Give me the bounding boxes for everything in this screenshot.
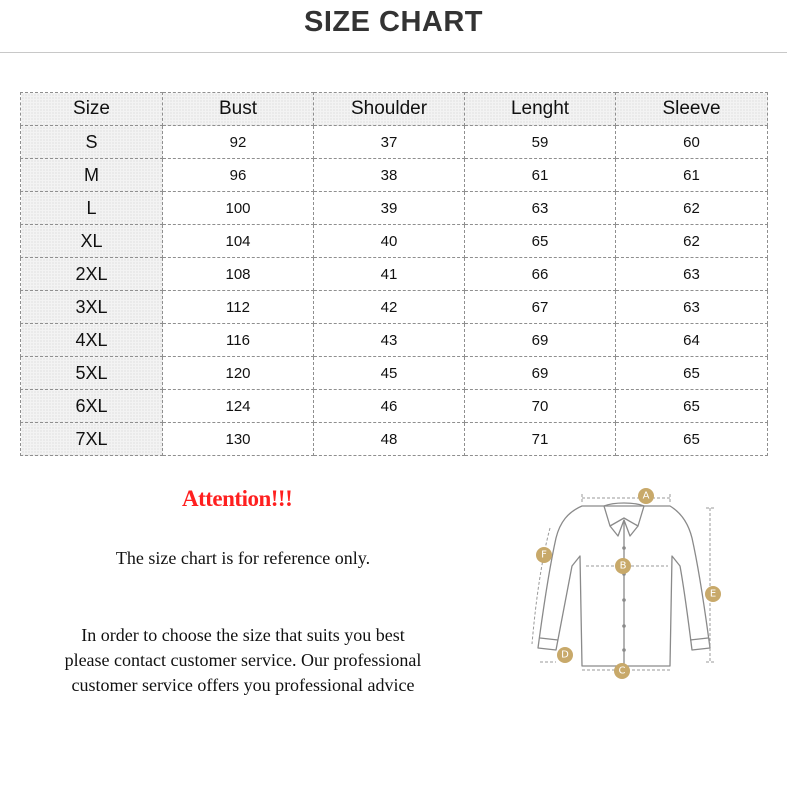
- column-header-sleeve: Sleeve: [616, 93, 768, 126]
- shoulder-cell: 45: [314, 357, 465, 390]
- sleeve-cell: 64: [616, 324, 768, 357]
- size-cell: 5XL: [21, 357, 163, 390]
- svg-text:C: C: [618, 665, 626, 677]
- table-row: [21, 390, 768, 423]
- size-cell: S: [21, 126, 163, 159]
- measure-badge-b: [615, 558, 631, 574]
- size-cell: M: [21, 159, 163, 192]
- measure-badge-d: [557, 647, 573, 663]
- table-row: [21, 291, 768, 324]
- sleeve-cell: 65: [616, 357, 768, 390]
- page-title: SIZE CHART: [304, 6, 483, 38]
- advice-text: [0, 623, 486, 698]
- advice-line: customer service offers you professional advice: [71, 675, 415, 695]
- svg-text:A: A: [642, 490, 650, 502]
- bust-cell: 100: [163, 192, 314, 225]
- advice-line: In order to choose the size that suits you best: [81, 625, 405, 645]
- table-row: [21, 159, 768, 192]
- column-header-length: Lenght: [465, 93, 616, 126]
- column-header-bust: Bust: [163, 93, 314, 126]
- measure-badge-c: [614, 663, 630, 679]
- bust-cell: 92: [163, 126, 314, 159]
- bust-cell: 112: [163, 291, 314, 324]
- shoulder-cell: 38: [314, 159, 465, 192]
- sleeve-cell: 63: [616, 258, 768, 291]
- size-cell: 3XL: [21, 291, 163, 324]
- measure-badge-e: [705, 586, 721, 602]
- shoulder-cell: 41: [314, 258, 465, 291]
- length-cell: 61: [465, 159, 616, 192]
- bust-cell: 96: [163, 159, 314, 192]
- svg-text:E: E: [709, 588, 717, 600]
- shoulder-cell: 43: [314, 324, 465, 357]
- shoulder-cell: 48: [314, 423, 465, 456]
- size-cell: 6XL: [21, 390, 163, 423]
- size-cell: L: [21, 192, 163, 225]
- size-cell: XL: [21, 225, 163, 258]
- title-divider: [0, 52, 787, 53]
- sleeve-cell: 60: [616, 126, 768, 159]
- shoulder-cell: 37: [314, 126, 465, 159]
- size-table: [20, 92, 768, 456]
- bust-cell: 108: [163, 258, 314, 291]
- table-row: [21, 357, 768, 390]
- size-cell: 2XL: [21, 258, 163, 291]
- shoulder-cell: 42: [314, 291, 465, 324]
- bust-cell: 104: [163, 225, 314, 258]
- shirt-measurement-diagram: [520, 478, 760, 688]
- sleeve-cell: 65: [616, 423, 768, 456]
- sleeve-cell: 62: [616, 225, 768, 258]
- measure-badge-f: [536, 547, 552, 563]
- sleeve-cell: 61: [616, 159, 768, 192]
- bust-cell: 124: [163, 390, 314, 423]
- column-header-shoulder: Shoulder: [314, 93, 465, 126]
- length-cell: 70: [465, 390, 616, 423]
- measure-badge-a: [638, 488, 654, 504]
- sleeve-cell: 62: [616, 192, 768, 225]
- shoulder-cell: 46: [314, 390, 465, 423]
- table-row: [21, 324, 768, 357]
- table-row: [21, 225, 768, 258]
- advice-line: please contact customer service. Our professional: [64, 650, 422, 670]
- length-cell: 69: [465, 357, 616, 390]
- length-cell: 63: [465, 192, 616, 225]
- reference-note: The size chart is for reference only.: [115, 548, 371, 568]
- measurement-lines: [532, 494, 717, 670]
- bust-cell: 120: [163, 357, 314, 390]
- length-cell: 67: [465, 291, 616, 324]
- bust-cell: 130: [163, 423, 314, 456]
- length-cell: 59: [465, 126, 616, 159]
- svg-text:B: B: [619, 560, 627, 572]
- length-cell: 69: [465, 324, 616, 357]
- table-row: [21, 423, 768, 456]
- svg-text:D: D: [561, 649, 569, 661]
- sleeve-cell: 63: [616, 291, 768, 324]
- shoulder-cell: 40: [314, 225, 465, 258]
- table-row: [21, 192, 768, 225]
- sleeve-cell: 65: [616, 390, 768, 423]
- bust-cell: 116: [163, 324, 314, 357]
- table-row: [21, 258, 768, 291]
- size-cell: 4XL: [21, 324, 163, 357]
- length-cell: 66: [465, 258, 616, 291]
- size-cell: 7XL: [21, 423, 163, 456]
- svg-text:F: F: [541, 549, 547, 561]
- table-header-row: [21, 93, 768, 126]
- shirt-outline: [538, 503, 710, 666]
- shoulder-cell: 39: [314, 192, 465, 225]
- attention-heading: Attention!!!: [182, 486, 293, 511]
- length-cell: 65: [465, 225, 616, 258]
- column-header-size: Size: [21, 93, 163, 126]
- table-row: [21, 126, 768, 159]
- length-cell: 71: [465, 423, 616, 456]
